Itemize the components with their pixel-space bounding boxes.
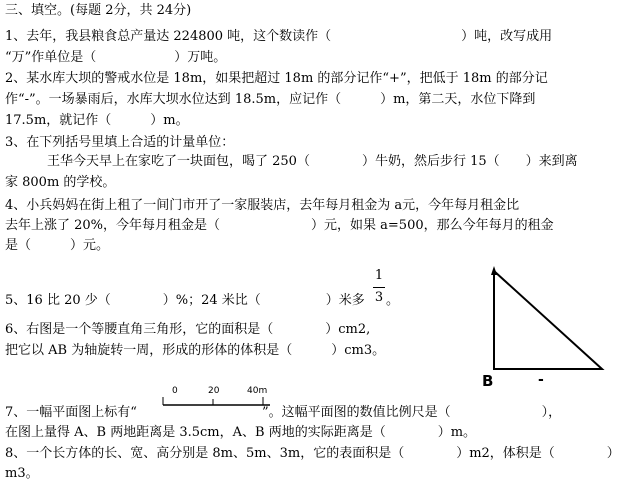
q7-line2: 在图上量得 A、B 两地距离是 3.5cm，A、B 两地的实际距离是（ ）m。 [5,425,477,440]
q3-line2: 王华今天早上在家吃了一块面包，喝了 250（ ）牛奶，然后步行 15（ ）来到离 [47,154,578,169]
q2-line2: 作“-”。一场暴雨后，水库大坝水位达到 18.5m，应记作（ ）m，第二天，水位下降到 [5,92,536,107]
triangle-apex-marker [491,266,497,275]
q4-line2: 去年上涨了 20%，今年每月租金是（ ）元，如果 a=500，那么今年每月的租金 [5,218,554,233]
q2-line3: 17.5m，就记作（ ）m。 [5,113,189,128]
q7-text-after: ”。这幅平面图的数值比例尺是（ ）， [262,405,562,420]
right-triangle-shape [494,271,602,369]
q8-line1: 8、一个长方体的长、宽、高分别是 8m、5m、3m，它的表面积是（ ）m2，体积是（ ） [5,446,620,461]
scale-label-40m: 40m [247,386,268,396]
q8-line2: m3。 [5,466,39,481]
q7-text-before: 7、一幅平面图上标有“ [5,405,137,420]
q5-fraction-numerator: 1 [374,268,384,283]
q5-text: 5、16 比 20 少（ ）%；24 米比（ ）米多 [5,293,365,308]
triangle-label-b: B [482,372,494,390]
q5-text-end: 。 [386,293,400,308]
q6-line1: 6、右图是一个等腰直角三角形，它的面积是（ ）cm2, [5,322,371,337]
q4-line1: 4、小兵妈妈在街上租了一间门市开了一家服装店，去年每月租金为 a元，今年每月租金比 [5,198,520,213]
scale-label-20: 20 [208,386,220,396]
q1-line2: “万”作单位是（ ）万吨。 [5,50,227,65]
q3-line1: 3、在下列括号里填上合适的计量单位： [5,135,235,150]
q4-line3: 是（ ）元。 [5,238,110,253]
q3-line3: 家 800m 的学校。 [5,175,116,190]
q2-line1: 2、某水库大坝的警戒水位是 18m，如果把超过 18m 的部分记作“+”，把低于 18m 的部分记 [5,71,548,86]
q6-line2: 把它以 AB 为轴旋转一周，形成的形体的体积是（ ）cm3。 [5,343,386,358]
section-title: 三、填空。(每题 2分，共 24分) [5,3,192,18]
q5-fraction-denominator: 3 [374,290,384,305]
triangle-label-dash: - [538,372,544,388]
scale-label-0: 0 [172,386,178,396]
q1-line1: 1、去年，我县粮食总产量达 224800 吨，这个数读作（ ）吨，改写成用 [5,29,553,44]
